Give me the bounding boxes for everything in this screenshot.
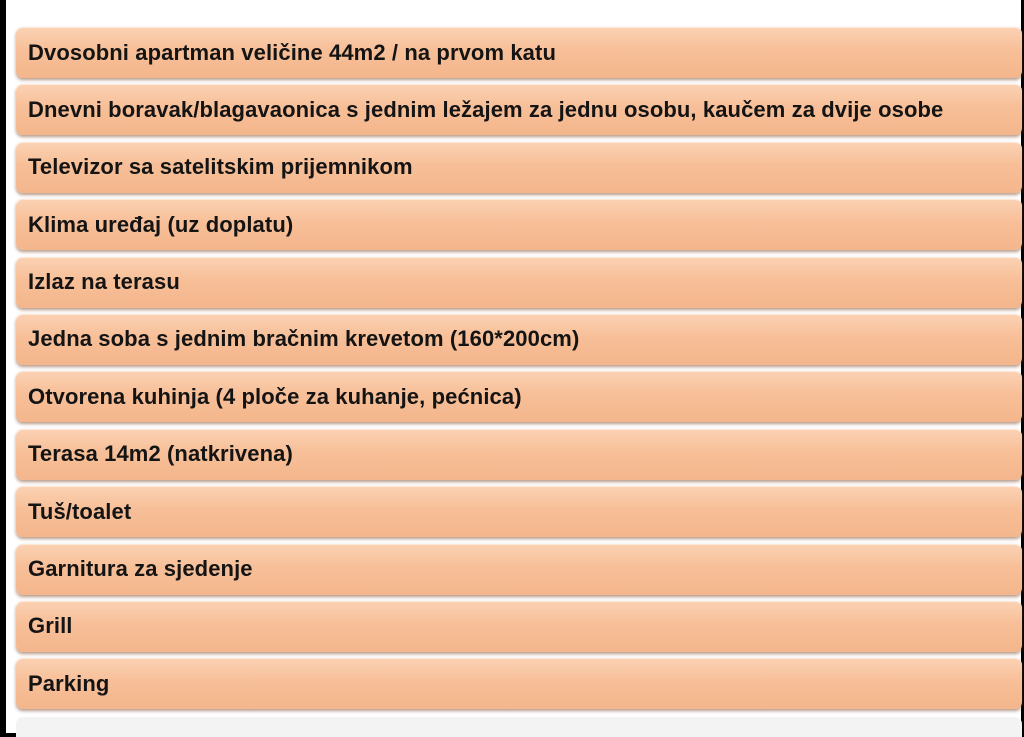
list-item-label: Grill bbox=[28, 613, 73, 639]
list-item bbox=[16, 84, 1022, 135]
slide-sheet bbox=[6, 0, 1021, 733]
list-item-label: Jedna soba s jednim bračnim krevetom (160*200cm) bbox=[28, 326, 580, 352]
amenities-list bbox=[16, 27, 1022, 716]
list-item-label: Tuš/toalet bbox=[28, 498, 132, 524]
list-item bbox=[16, 27, 1022, 78]
list-item-label: Garnitura za sjedenje bbox=[28, 556, 253, 582]
next-row-edge bbox=[16, 717, 1022, 737]
list-item-label: Klima uređaj (uz doplatu) bbox=[28, 211, 294, 237]
list-item-label: Dnevni boravak/blagavaonica s jednim ležajem za jednu osobu, kaučem za dvije osobe bbox=[28, 96, 944, 122]
list-item bbox=[16, 314, 1022, 365]
list-item-label: Otvorena kuhinja (4 ploče za kuhanje, pećnica) bbox=[28, 383, 522, 409]
list-item bbox=[16, 658, 1022, 709]
list-item bbox=[16, 486, 1022, 537]
list-item-label: Dvosobni apartman veličine 44m2 / na prvom katu bbox=[28, 39, 556, 65]
list-item bbox=[16, 142, 1022, 193]
list-item-label: Televizor sa satelitskim prijemnikom bbox=[28, 154, 413, 180]
list-item bbox=[16, 257, 1022, 308]
list-item bbox=[16, 601, 1022, 652]
list-item-label: Terasa 14m2 (natkrivena) bbox=[28, 441, 293, 467]
list-item-label: Izlaz na terasu bbox=[28, 269, 180, 295]
list-item bbox=[16, 544, 1022, 595]
list-item-label: Parking bbox=[28, 670, 110, 696]
list-item bbox=[16, 429, 1022, 480]
list-item bbox=[16, 371, 1022, 422]
list-item bbox=[16, 199, 1022, 250]
